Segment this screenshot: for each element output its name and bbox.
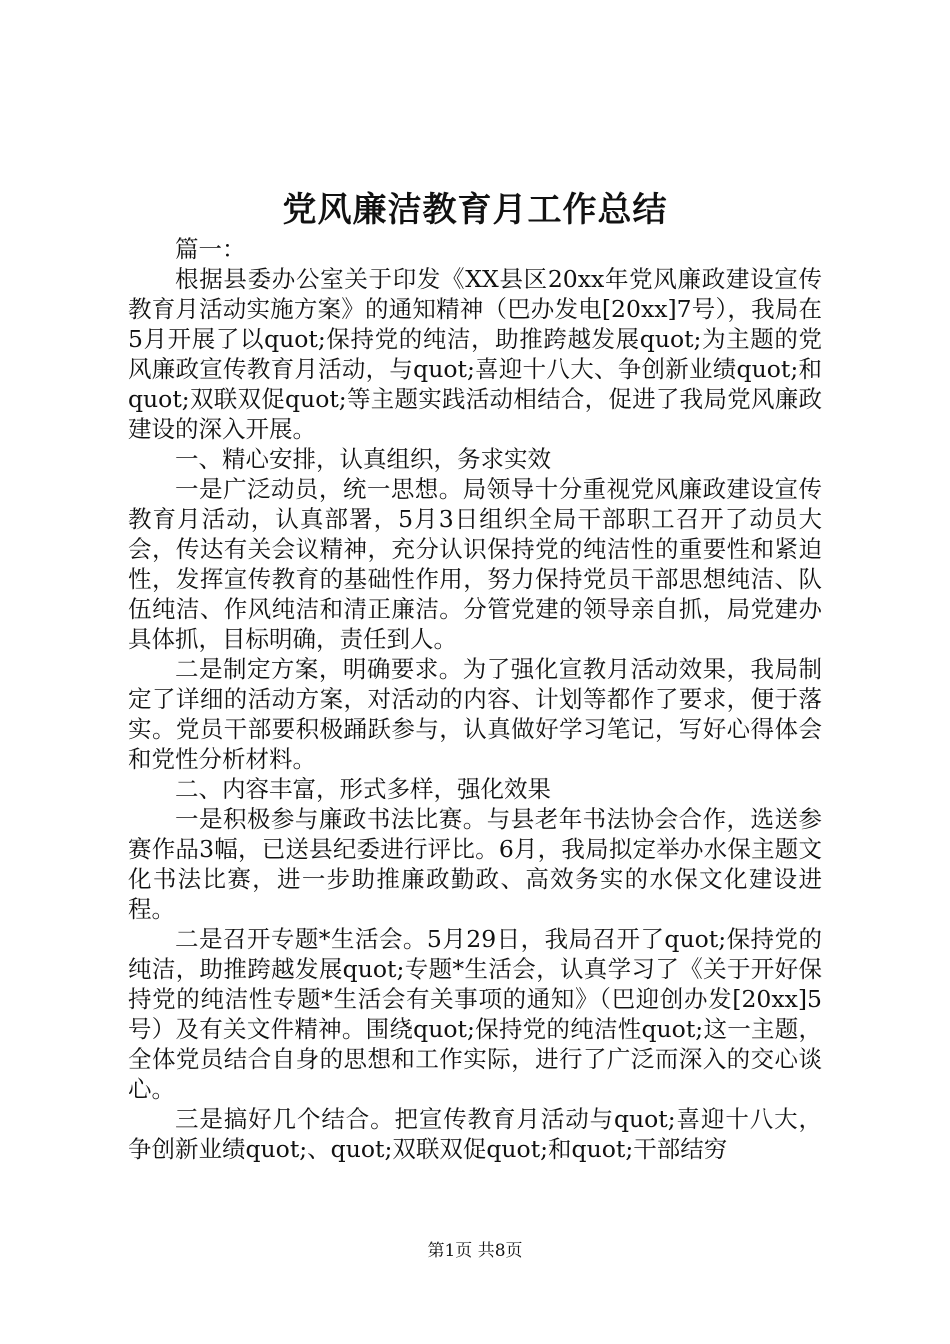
- paragraph-plan: 二是制定方案，明确要求。为了强化宣教月活动效果，我局制定了详细的活动方案，对活动的内容、计划等都作了要求，便于落实。党员干部要积极踊跃参与，认真做好学习笔记，写好心得体会和党性分析材料。: [128, 655, 822, 773]
- document-title: 党风廉洁教育月工作总结: [282, 190, 668, 230]
- paragraph-mobilization: 一是广泛动员，统一思想。局领导十分重视党风廉政建设宣传教育月活动，认真部署，5月3日组织全局干部职工召开了动员大会，传达有关会议精神，充分认识保持党的纯洁性的重要性和紧迫性，发挥宣传教育的基础性作用，努力保持党员干部思想纯洁、队伍纯洁、作风纯洁和清正廉洁。分管党建的领导亲自抓，局党建办具体抓，目标明确，责任到人。: [128, 475, 822, 653]
- paragraph-section-label: 篇一：: [175, 235, 246, 263]
- paragraph-life-meeting: 二是召开专题*生活会。5月29日，我局召开了quot;保持党的纯洁，助推跨越发展quot;专题*生活会，认真学习了《关于开好保持党的纯洁性专题*生活会有关事项的通知》（巴迎创办发[20xx]5号）及有关文件精神。围绕quot;保持党的纯洁性quot;这一主题，全体党员结合自身的思想和工作实际，进行了广泛而深入的交心谈心。: [128, 925, 822, 1103]
- paragraph-calligraphy: 一是积极参与廉政书法比赛。与县老年书法协会合作，选送参赛作品3幅，已送县纪委进行评比。6月，我局拟定举办水保主题文化书法比赛，进一步助推廉政勤政、高效务实的水保文化建设进程。: [128, 805, 822, 923]
- paragraph-combination: 三是搞好几个结合。把宣传教育月活动与quot;喜迎十八大，争创新业绩quot;、quot;双联双促quot;和quot;干部结穷: [128, 1105, 822, 1163]
- heading-section-2: 二、内容丰富，形式多样，强化效果: [175, 775, 551, 803]
- page-indicator: 第1页 共8页: [427, 1241, 523, 1261]
- document-body: [128, 234, 822, 1164]
- heading-section-1: 一、精心安排，认真组织，务求实效: [175, 445, 551, 473]
- paragraph-intro: 根据县委办公室关于印发《XX县区20xx年党风廉政建设宣传教育月活动实施方案》的通知精神（巴办发电[20xx]7号），我局在5月开展了以quot;保持党的纯洁，助推跨越发展quot;为主题的党风廉政宣传教育月活动，与quot;喜迎十八大、争创新业绩quot;和quot;双联双促quot;等主题实践活动相结合，促进了我局党风廉政建设的深入开展。: [128, 265, 822, 443]
